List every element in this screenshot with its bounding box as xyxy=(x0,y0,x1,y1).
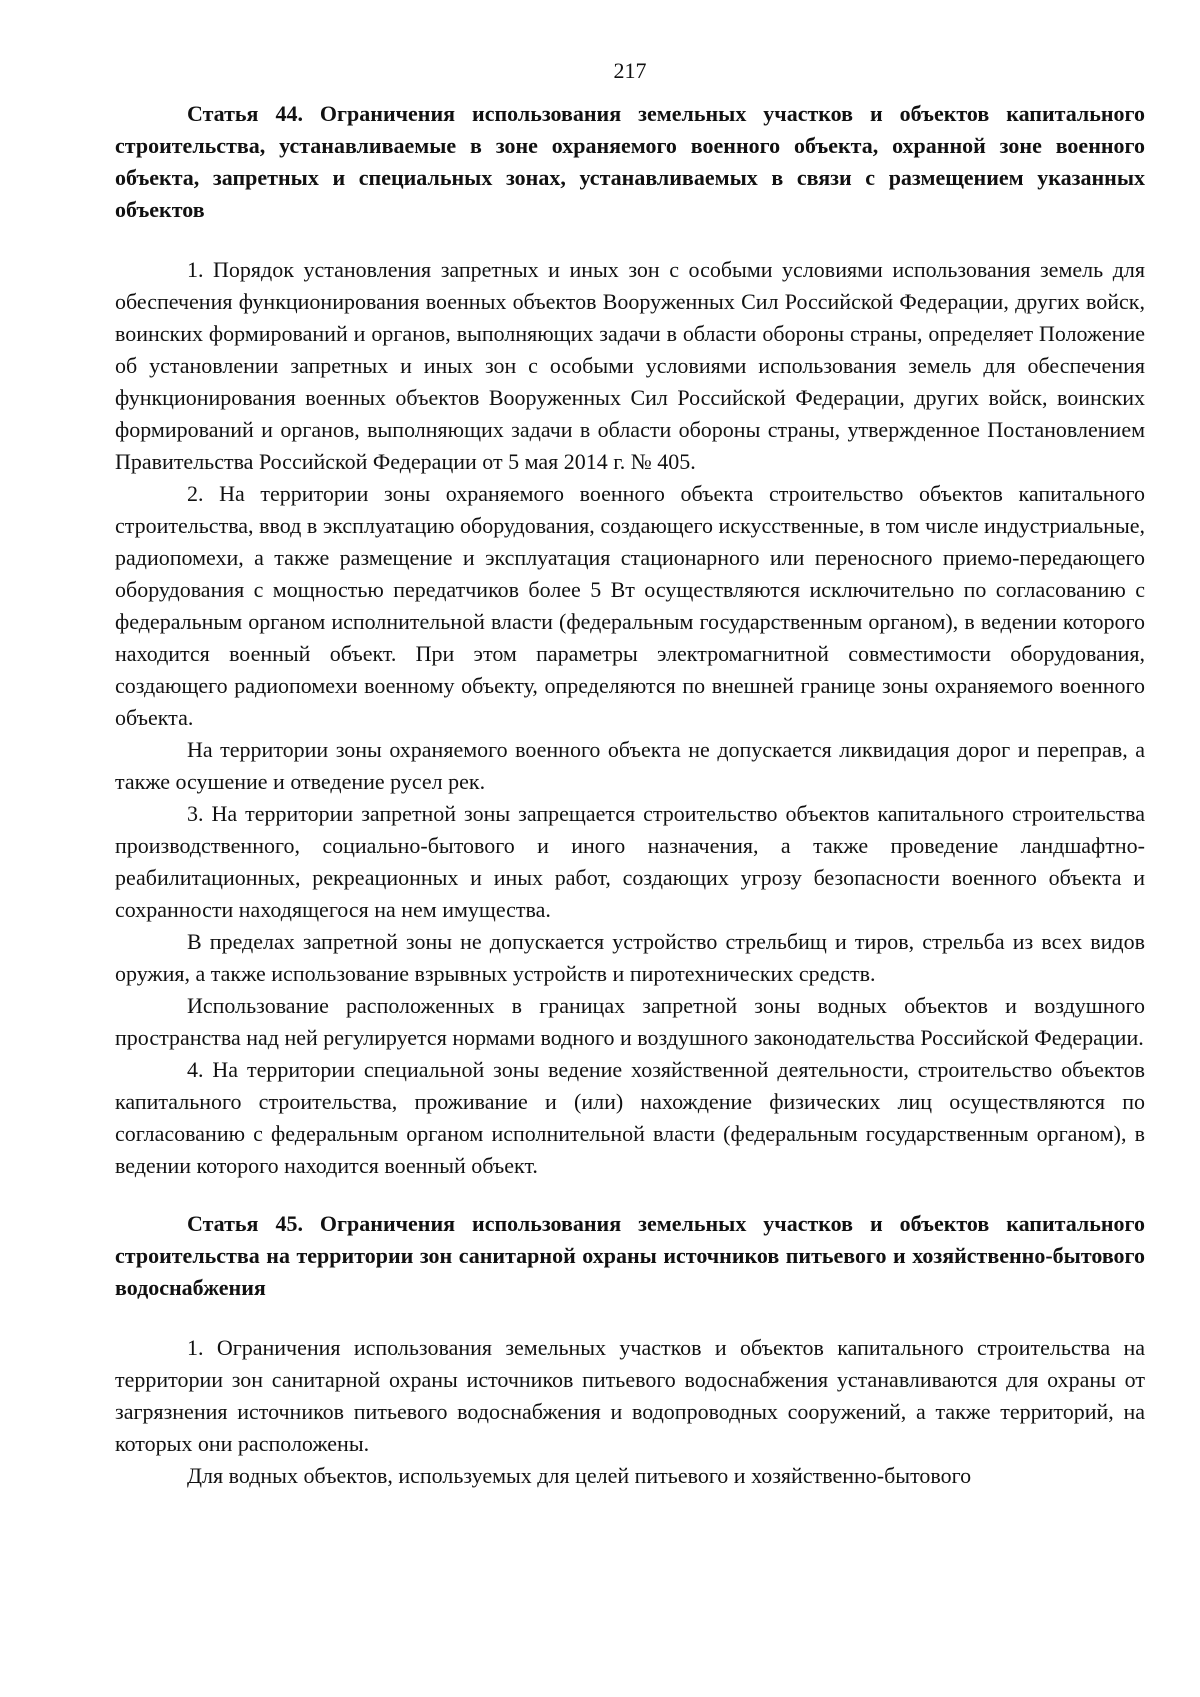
article-45-paragraph-2: Для водных объектов, используемых для целей питьевого и хозяйственно-бытового xyxy=(187,1463,972,1488)
article-45-paragraph-1: 1. Ограничения использования земельных участков и объектов капитального строительства на территории зон санитарной охраны источников питьевого водоснабжения устанавливаются для охраны от загрязнения источников питьевого водоснабжения и водопроводных сооружений, а также территорий, на которых они расположены. xyxy=(115,1335,1145,1456)
article-45-body xyxy=(115,1332,1145,1492)
article-44-paragraph-4: 3. На территории запретной зоны запрещается строительство объектов капитального строительства производственного, социально-бытового и иного назначения, а также проведение ландшафтно-реабилитационных, рекреационных и иных работ, создающих угрозу безопасности военного объекта и сохранности находящегося на нем имущества. xyxy=(115,801,1145,922)
article-44-paragraph-2: 2. На территории зоны охраняемого военного объекта строительство объектов капитального строительства, ввод в эксплуатацию оборудования, создающего искусственные, в том числе индустриальные, радиопомехи, а также размещение и эксплуатация стационарного или переносного приемо-передающего оборудования с мощностью передатчиков более 5 Вт осуществляются исключительно по согласованию с федеральным органом исполнительной власти (федеральным государственным органом), в ведении которого находится военный объект. При этом параметры электромагнитной совместимости оборудования, создающего радиопомехи военному объекту, определяются по внешней границе зоны охраняемого военного объекта. xyxy=(115,481,1145,730)
page-number: 217 xyxy=(613,58,647,83)
article-44-paragraph-7: 4. На территории специальной зоны ведение хозяйственной деятельности, строительство объектов капитального строительства, проживание и (или) нахождение физических лиц осуществляются по согласованию с федеральным органом исполнительной власти (федеральным государственным органом), в ведении которого находится военный объект. xyxy=(115,1057,1145,1178)
article-44-body xyxy=(115,254,1145,1182)
article-44-paragraph-5: В пределах запретной зоны не допускается устройство стрельбищ и тиров, стрельба из всех видов оружия, а также использование взрывных устройств и пиротехнических средств. xyxy=(115,929,1145,986)
article-44-paragraph-1: 1. Порядок установления запретных и иных зон с особыми условиями использования земель для обеспечения функционирования военных объектов Вооруженных Сил Российской Федерации, других войск, воинских формирований и органов, выполняющих задачи в области обороны страны, определяет Положение об установлении запретных и иных зон с особыми условиями использования земель для обеспечения функционирования военных объектов Вооруженных Сил Российской Федерации, других войск, воинских формирований и органов, выполняющих задачи в области обороны страны, утвержденное Постановлением Правительства Российской Федерации от 5 мая 2014 г. № 405. xyxy=(115,257,1145,474)
article-45-title: Статья 45. Ограничения использования земельных участков и объектов капитального строительства на территории зон санитарной охраны источников питьевого и хозяйственно-бытового водоснабжения xyxy=(115,1211,1145,1300)
article-44-title: Статья 44. Ограничения использования земельных участков и объектов капитального строительства, устанавливаемые в зоне охраняемого военного объекта, охранной зоне военного объекта, запретных и специальных зонах, устанавливаемых в связи с размещением указанных объектов xyxy=(115,101,1145,222)
article-44-paragraph-6: Использование расположенных в границах запретной зоны водных объектов и воздушного пространства над ней регулируется нормами водного и воздушного законодательства Российской Федерации. xyxy=(115,993,1145,1050)
article-44-paragraph-3: На территории зоны охраняемого военного объекта не допускается ликвидация дорог и переправ, а также осушение и отведение русел рек. xyxy=(115,737,1145,794)
document-page xyxy=(115,56,1145,1492)
